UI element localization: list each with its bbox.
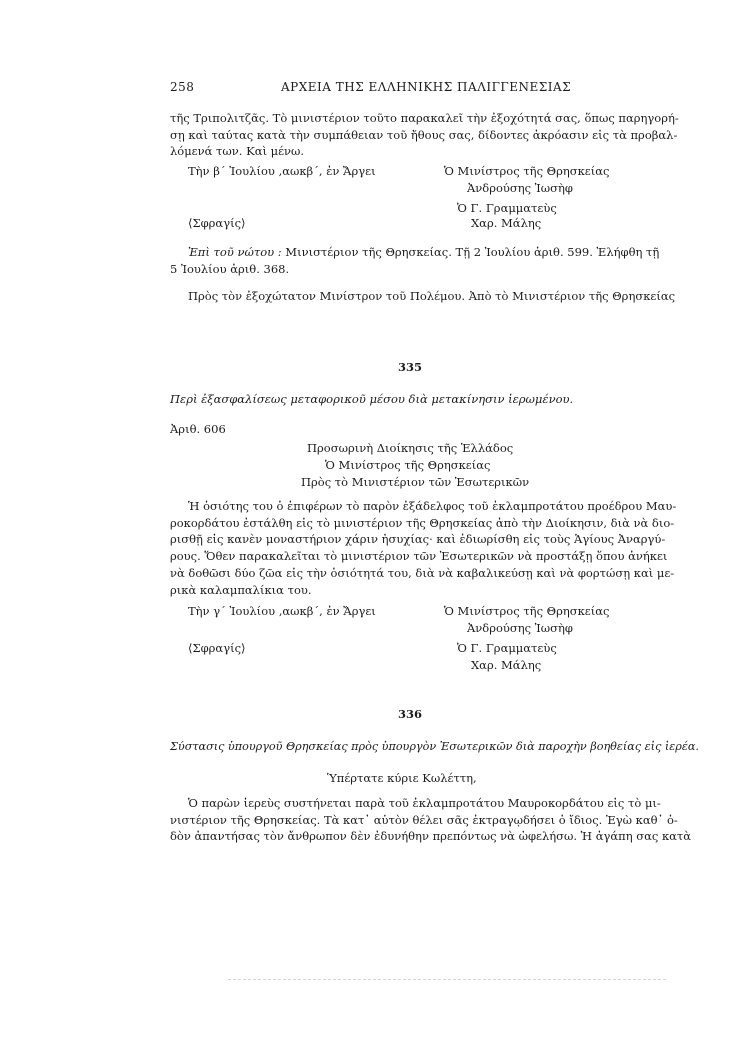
page-number: 258 (170, 80, 195, 94)
date-line: Τὴν β΄ Ἰουλίου ‚αωκβ΄, ἐν Ἄργει (188, 164, 376, 178)
running-title: ΑΡΧΕΙΑ ΤΗΣ ΕΛΛΗΝΙΚΗΣ ΠΑΛΙΓΓΕΝΕΣΙΑΣ (281, 80, 572, 94)
document-title: Σύστασις ὑπουργοῦ Θρησκείας πρὸς ὑπουργὸν Ἐσωτερικῶν διὰ παροχὴν βοηθείας εἰς ἱερέα. (170, 740, 699, 753)
minister-title: Ὁ Μινίστρος τῆς Θρησκείας (444, 164, 610, 178)
text-line: σῃ καὶ ταύτας κατὰ τὴν συμπάθειαν τοῦ ἤθους σας, δίδοντες ἀκρόασιν εἰς τὰ προβαλ- (170, 127, 678, 142)
continuation-paragraph (170, 110, 679, 160)
heading-line: Πρὸς τὸ Μινιστέριον τῶν Ἐσωτερικῶν (301, 475, 530, 489)
verso-text: Μινιστέριον τῆς Θρησκείας. Τῇ 2 Ἰουλίου ἀριθ. 599. Ἐλήφθη τῇ (281, 245, 660, 259)
text-line: Ὁ παρὼν ἱερεὺς συστήνεται παρὰ τοῦ ἐκλαμπροτάτου Μαυροκορδάτου εἰς τὸ μι- (188, 796, 661, 810)
minister-title: Ὁ Μινίστρος τῆς Θρησκείας (444, 604, 610, 618)
letter-body (170, 498, 677, 598)
document-number: 335 (398, 360, 423, 374)
text-line: νὰ δοθῶσι δύο ζῶα εἰς τὴν ὁσιότητά του, διὰ νὰ καβαλικεύσῃ καὶ νὰ φορτώσῃ καὶ με- (170, 565, 675, 580)
heading-line: Ὁ Μινίστρος τῆς Θρησκείας (325, 458, 491, 472)
address-line: Πρὸς τὸν ἐξοχώτατον Μινίστρον τοῦ Πολέμου. Ἀπὸ τὸ Μινιστέριον τῆς Θρησκείας (188, 289, 676, 303)
document-number: 336 (398, 707, 423, 721)
salutation: Ὑπέρτατε κύριε Κωλέττη, (327, 771, 477, 785)
secretary-title: Ὁ Γ. Γραμματεὺς (457, 201, 557, 215)
text-line: λόμενά των. Καὶ μένω. (170, 144, 305, 159)
heading-line: Προσωρινὴ Διοίκησις τῆς Ἑλλάδος (307, 441, 514, 455)
text-line: Ἡ ὁσιότης του ὁ ἐπιφέρων τὸ παρὸν ἐξάδελφος τοῦ ἐκλαμπροτάτου προέδρου Μαυ- (188, 499, 677, 513)
text-line: ρισθῇ εἰς κανὲν μοναστήριον χάριν ἡσυχίας· καὶ ἐδιωρίσθη εἰς τοὺς Ἁγίους Ἀναργύ- (170, 532, 666, 547)
bottom-rule (228, 979, 666, 980)
verso-label: Ἐπὶ τοῦ νώτου : (188, 245, 282, 259)
text-line: δὸν ἀπαντήσας τὸν ἄνθρωπον δὲν ἐδυνήθην πρεπόντως νὰ ὠφελήσω. Ἡ ἀγάπη σας κατὰ (170, 829, 692, 844)
secretary-name: Χαρ. Μάλης (471, 658, 542, 672)
verso-note-line2: 5 Ἰουλίου ἀριθ. 368. (170, 262, 290, 276)
text-line: ρικὰ καλαμπαλίκια του. (170, 582, 312, 597)
text-line: ροκορδάτου ἐστάλθη εἰς τὸ μινιστέριον τῆς Θρησκείας ἀπὸ τὴν Διοίκησιν, διὰ νὰ διο- (170, 515, 675, 530)
minister-name: Ἀνδρούσης Ἰωσὴφ (467, 181, 573, 195)
reference-number: Ἀριθ. 606 (170, 422, 226, 436)
secretary-title: Ὁ Γ. Γραμματεὺς (457, 641, 557, 655)
text-line: τῆς Τριπολιτζᾶς. Τὸ μινιστέριον τοῦτο παρακαλεῖ τὴν ἐξοχότητά σας, ὅπως παρηγορή- (170, 111, 679, 125)
verso-note (188, 244, 659, 261)
text-line: ρους. Ὅθεν παρακαλεῖται τὸ μινιστέριον τῶν Ἐσωτερικῶν νὰ προστάξῃ ὅπου ἀνήκει (170, 549, 668, 564)
document-title: Περὶ ἐξασφαλίσεως μεταφορικοῦ μέσου διὰ μετακίνησιν ἱερωμένου. (170, 392, 574, 406)
minister-name: Ἀνδρούσης Ἰωσὴφ (467, 621, 573, 635)
secretary-name: Χαρ. Μάλης (471, 216, 542, 230)
text-line: νιστέριον τῆς Θρησκείας. Τὰ κατ᾿ αὐτὸν θέλει σᾶς ἐκτραγῳδήσει ὁ ἴδιος. Ἐγὼ καθ᾿ ὁ- (170, 812, 678, 827)
date-line: Τὴν γ΄ Ἰουλίου ‚αωκβ΄, ἐν Ἄργει (188, 604, 376, 618)
seal: ⟨Σφραγίς⟩ (188, 641, 246, 655)
seal: ⟨Σφραγίς⟩ (188, 216, 246, 230)
letter-body (170, 795, 692, 845)
